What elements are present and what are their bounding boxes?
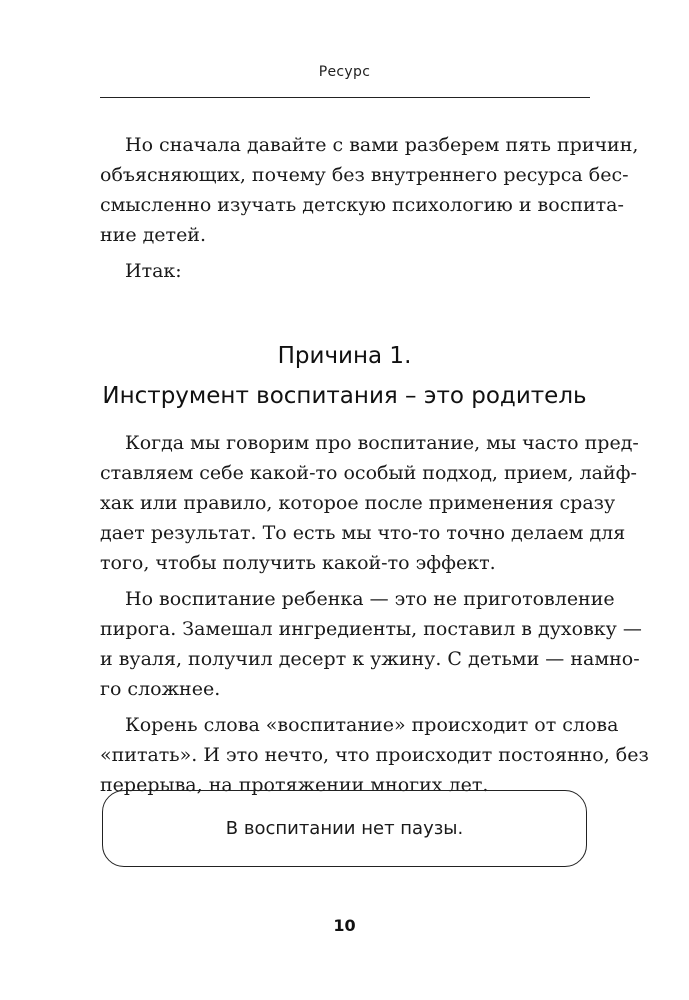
paragraph <box>100 428 639 578</box>
paragraph <box>100 130 639 250</box>
text-line: объясняющих, почему без внутреннего ресурса бес- <box>100 164 629 186</box>
text-line: того, чтобы получить какой-то эффект. <box>100 552 496 574</box>
page-number: 10 <box>333 916 356 935</box>
header-rule <box>100 97 590 98</box>
text-line: го сложнее. <box>100 678 221 700</box>
running-head: Ресурс <box>318 64 371 80</box>
intro-text <box>100 130 639 292</box>
callout-box <box>102 790 587 867</box>
text-line: ставляем себе какой-то особый подход, прием, лайф- <box>100 462 637 484</box>
text-line: Когда мы говорим про воспитание, мы часто пред- <box>125 432 639 454</box>
text-line: и вуаля, получил десерт к ужину. С детьми — намно- <box>100 648 640 670</box>
text-line: ние детей. <box>100 224 207 246</box>
text-line: Корень слова «воспитание» происходит от слова <box>125 714 619 736</box>
text-line: перерыва, на протяжении многих лет. <box>100 774 489 796</box>
heading-line: Инструмент воспитания – это родитель <box>102 383 587 409</box>
text-line: Но сначала давайте с вами разберем пять причин, <box>125 134 639 156</box>
callout-text: В воспитании нет паузы. <box>225 818 464 839</box>
heading-line: Причина 1. <box>277 343 412 369</box>
text-line: «питать». И это нечто, что происходит постоянно, без <box>100 744 649 766</box>
text-line: смысленно изучать детскую психологию и воспита- <box>100 194 624 216</box>
section-heading <box>0 336 689 416</box>
paragraph <box>100 710 649 800</box>
text-line: пирога. Замешал ингредиенты, поставил в духовку — <box>100 618 642 640</box>
paragraph <box>100 256 590 286</box>
paragraph <box>100 584 642 704</box>
text-line: Итак: <box>125 260 182 282</box>
text-line: Но воспитание ребенка — это не приготовление <box>125 588 615 610</box>
body-text <box>100 428 649 806</box>
text-line: хак или правило, которое после применения сразу <box>100 492 616 514</box>
text-line: дает результат. То есть мы что-то точно делаем для <box>100 522 626 544</box>
